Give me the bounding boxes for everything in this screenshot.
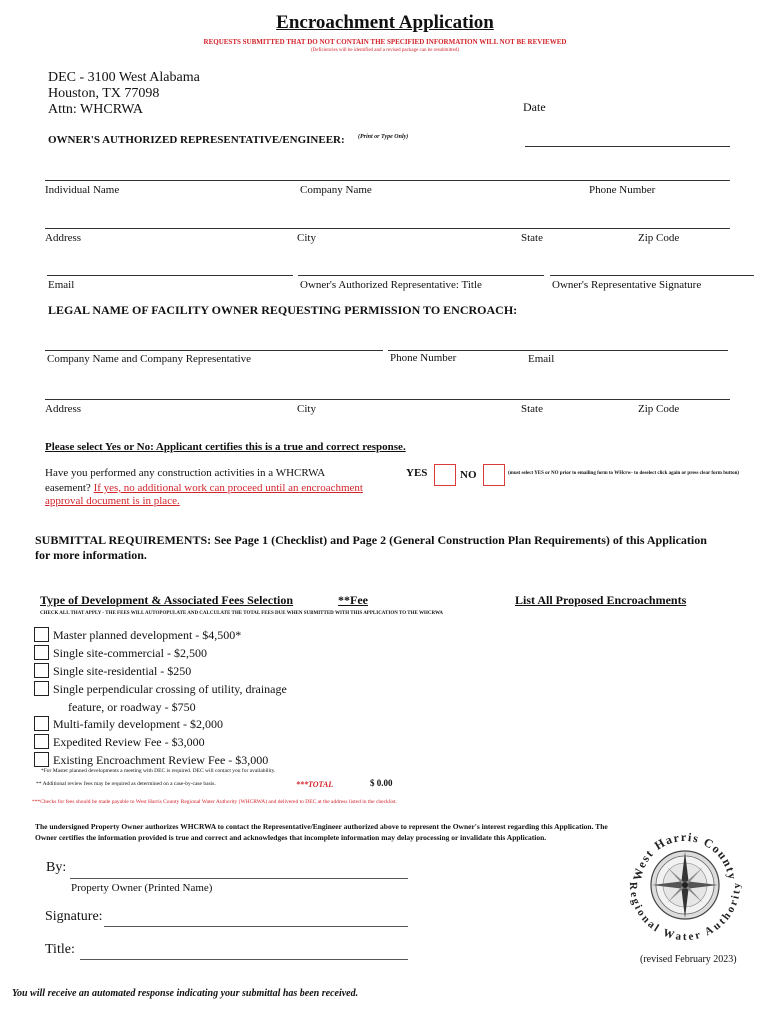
owner-title-field[interactable] <box>80 959 408 960</box>
date-label: Date <box>523 100 546 114</box>
facility-company-label: Company Name and Company Representative <box>47 353 252 365</box>
page-title: Encroachment Application <box>276 12 494 33</box>
submittal-requirements-line1: SUBMITTAL REQUIREMENTS: See Page 1 (Checklist) and Page 2 (General Construction Plan Requirements) of this Application <box>35 533 707 547</box>
total-value[interactable]: $ 0.00 <box>370 778 393 788</box>
phone-number-label: Phone Number <box>589 184 656 196</box>
facility-company-field[interactable] <box>45 350 383 351</box>
facility-phone-label: Phone Number <box>390 352 457 364</box>
whcrwa-logo <box>628 828 742 942</box>
state-label: State <box>521 232 543 244</box>
submittal-requirements-line2: for more information. <box>35 548 147 562</box>
review-warning: REQUESTS SUBMITTED THAT DO NOT CONTAIN THE SPECIFIED INFORMATION WILL NOT BE REVIEWED <box>203 38 567 46</box>
fee-master-planned-label: Master planned development - $4,500* <box>53 628 242 642</box>
fee-perpendicular-crossing-label: Single perpendicular crossing of utility, drainage <box>53 682 287 696</box>
owner-signature-field[interactable] <box>104 926 408 927</box>
fee-multi-family-checkbox[interactable] <box>34 716 49 731</box>
revised-date: (revised February 2023) <box>640 954 737 965</box>
yes-no-note: (must select YES or NO prior to emailing form to WHcrw- to deselect click again or press clear form button) <box>508 471 740 476</box>
construction-question-line2: easement? If yes, no additional work can proceed until an encroachment <box>45 482 363 494</box>
individual-name-label: Individual Name <box>45 184 120 196</box>
zip-label: Zip Code <box>638 232 680 244</box>
fee-single-commercial-checkbox[interactable] <box>34 645 49 660</box>
resubmit-note: (Deficiencies will be identified and a revised package can be resubmitted) <box>311 48 459 53</box>
encroachments-heading: List All Proposed Encroachments <box>515 593 687 607</box>
fee-existing-review-label: Existing Encroachment Review Fee - $3,000 <box>53 753 269 767</box>
company-name-label: Company Name <box>300 184 372 196</box>
svg-text:West Harris County: West Harris County <box>629 829 740 882</box>
compass-seal-icon <box>628 828 742 942</box>
rep-title-field[interactable] <box>298 275 544 276</box>
yes-label: YES <box>406 467 428 479</box>
by-label: By: <box>46 860 67 875</box>
dec-address-line1: DEC - 3100 West Alabama <box>48 70 200 85</box>
rep-row2-field[interactable] <box>45 228 730 229</box>
svg-text:Regional Water Authority: Regional Water Authority <box>628 881 742 942</box>
title-label: Title: <box>45 942 75 957</box>
authorization-line1: The undersigned Property Owner authorizes WHCRWA to contact the Representative/Engineer authorized above to represent the Owner's interest regarding this Application. The <box>35 822 608 831</box>
checks-payable-note: ***Checks for fees should be made payable to West Harris County Regional Water Authority (WHCRWA) and delivered to DEC at the address listed in the checklist. <box>32 799 397 805</box>
address-label: Address <box>45 232 82 244</box>
construction-question-line1: Have you performed any construction activities in a WHCRWA <box>45 467 326 479</box>
fee-existing-review-checkbox[interactable] <box>34 752 49 767</box>
additional-fees-note: ** Additional review fees may be required as determined on a case-by-case basis. <box>36 781 216 787</box>
facility-contact-field[interactable] <box>388 350 728 351</box>
check-all-note: CHECK ALL THAT APPLY - THE FEES WILL AUTOPOPULATE AND CALCULATE THE TOTAL FEES DUE WHEN SUBMITTED WITH THIS APPLICATION TO THE WHCRWA <box>40 611 443 616</box>
total-label: ***TOTAL <box>296 780 334 789</box>
no-label: NO <box>460 469 477 481</box>
rep-signature-field[interactable] <box>550 275 754 276</box>
construction-warning-cont: approval document is in place. <box>45 495 180 507</box>
automated-response-note: You will receive an automated response indicating your submittal has been received. <box>12 988 359 999</box>
authorization-line2: Owner certifies the information provided is true and correct and acknowledges that incomplete information may delay processing or invalidate this Application. <box>35 833 547 842</box>
no-checkbox[interactable] <box>483 464 505 486</box>
facility-zip-label: Zip Code <box>638 403 680 415</box>
facility-email-label: Email <box>528 353 555 365</box>
fee-expedited-label: Expedited Review Fee - $3,000 <box>53 735 205 749</box>
yes-checkbox[interactable] <box>434 464 456 486</box>
owner-rep-hint: (Print or Type Only) <box>358 134 409 140</box>
date-field[interactable] <box>525 146 730 147</box>
fee-single-commercial-label: Single site-commercial - $2,500 <box>53 646 207 660</box>
construction-warning: If yes, no additional work can proceed until an encroachment <box>93 482 363 494</box>
facility-address-field[interactable] <box>45 399 730 400</box>
fee-expedited-checkbox[interactable] <box>34 734 49 749</box>
signature-label: Signature: <box>45 909 103 924</box>
master-planned-note: *For Master planned developments a meeting with DEC is required. DEC will contact you for availability. <box>41 768 276 774</box>
facility-owner-heading: LEGAL NAME OF FACILITY OWNER REQUESTING PERMISSION TO ENCROACH: <box>48 303 518 317</box>
fee-multi-family-label: Multi-family development - $2,000 <box>53 717 223 731</box>
fee-perpendicular-crossing-cont: feature, or roadway - $750 <box>68 700 196 714</box>
owner-rep-label: OWNER'S AUTHORIZED REPRESENTATIVE/ENGINEER: <box>48 134 345 146</box>
fee-master-planned-checkbox[interactable] <box>34 627 49 642</box>
fee-single-residential-checkbox[interactable] <box>34 663 49 678</box>
fee-heading: **Fee <box>338 593 368 607</box>
fee-perpendicular-crossing-checkbox[interactable] <box>34 681 49 696</box>
owner-printed-name-field[interactable] <box>70 878 408 879</box>
facility-city-label: City <box>297 403 316 415</box>
rep-signature-label: Owner's Representative Signature <box>552 279 702 291</box>
development-type-heading: Type of Development & Associated Fees Selection <box>40 593 294 607</box>
facility-state-label: State <box>521 403 543 415</box>
dec-address-line3: Attn: WHCRWA <box>48 102 144 117</box>
rep-row1-field[interactable] <box>45 180 730 181</box>
email-label: Email <box>48 279 75 291</box>
fee-single-residential-label: Single site-residential - $250 <box>53 664 192 678</box>
dec-address-line2: Houston, TX 77098 <box>48 86 160 101</box>
email-field[interactable] <box>47 275 293 276</box>
rep-title-label: Owner's Authorized Representative: Title <box>300 279 482 291</box>
city-label: City <box>297 232 316 244</box>
owner-printed-name-label: Property Owner (Printed Name) <box>71 882 213 894</box>
facility-address-label: Address <box>45 403 82 415</box>
certify-heading: Please select Yes or No: Applicant certifies this is a true and correct response. <box>45 441 406 453</box>
